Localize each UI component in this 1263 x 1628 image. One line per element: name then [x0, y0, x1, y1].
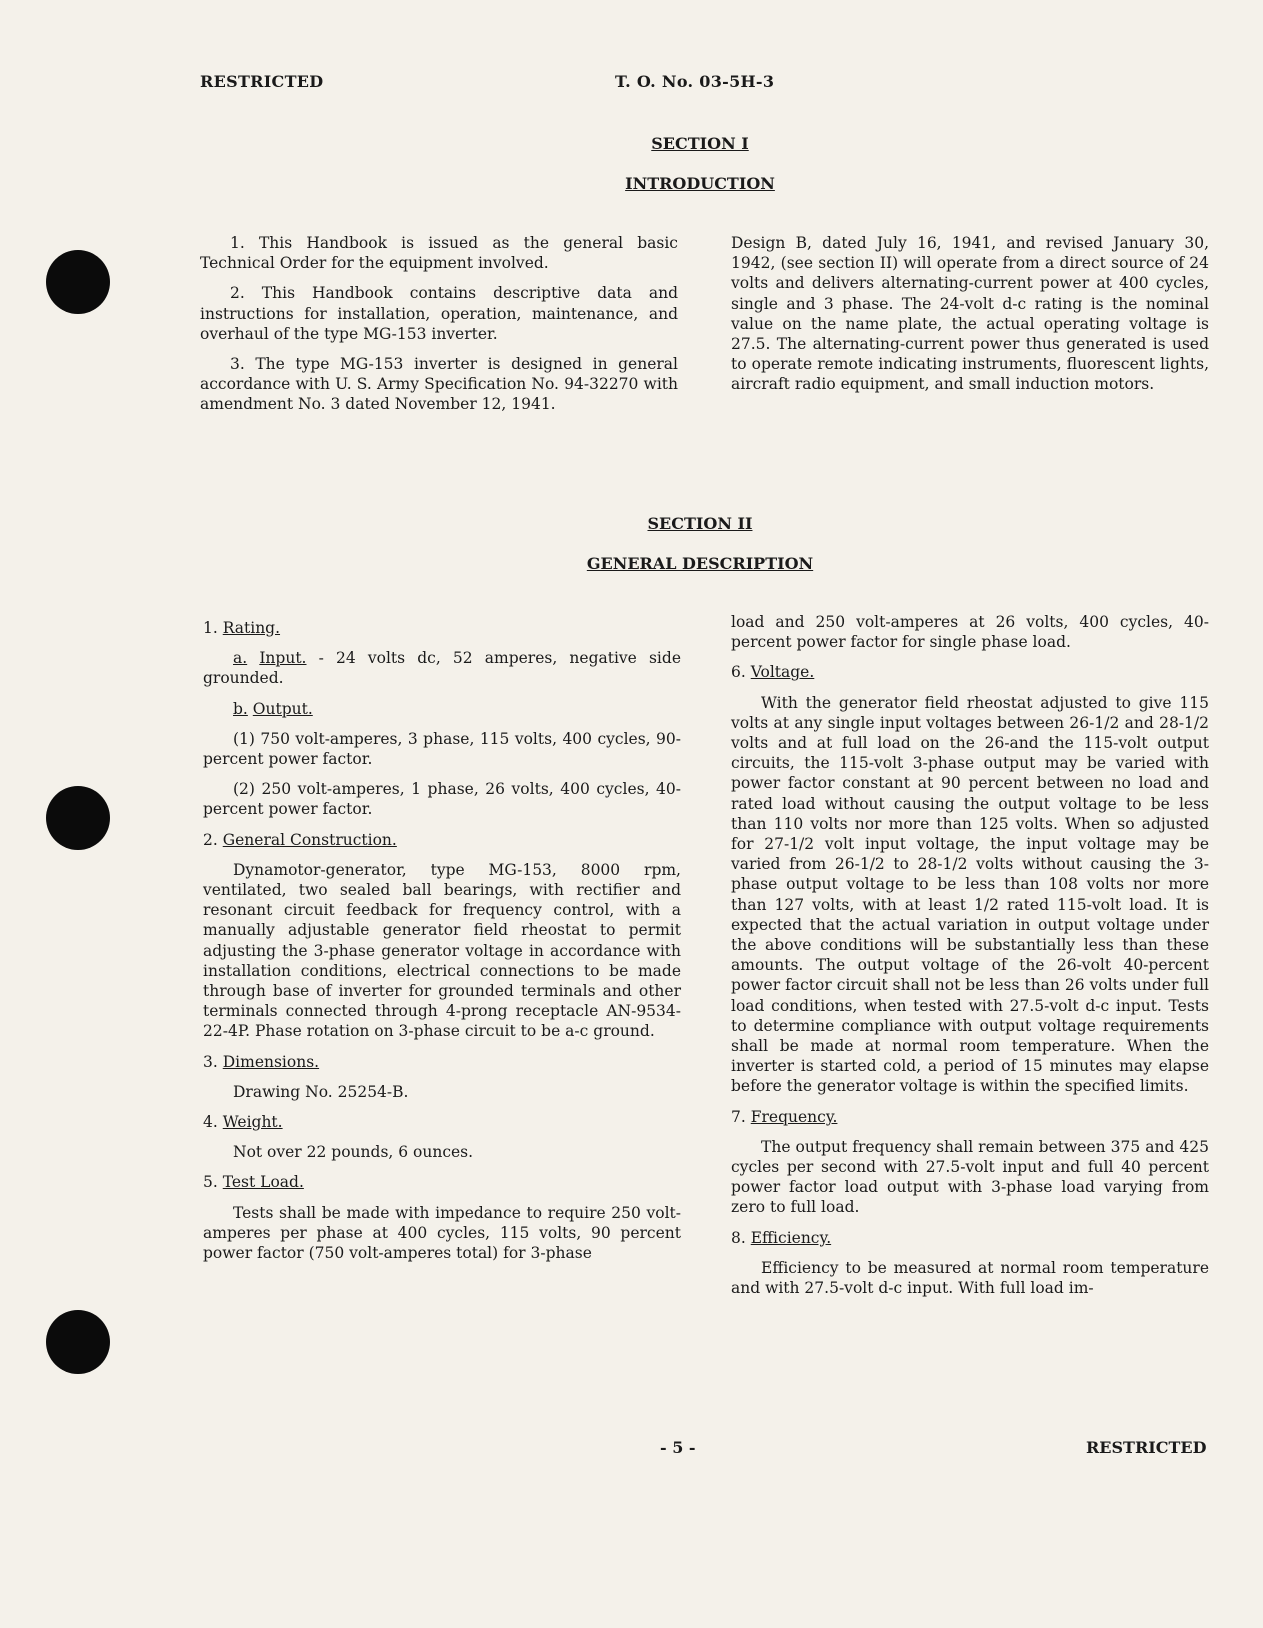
- section-2-subtitle: GENERAL DESCRIPTION: [586, 554, 814, 573]
- header-classification: RESTRICTED: [200, 72, 324, 91]
- page-number: - 5 -: [660, 1438, 696, 1457]
- section-1-subtitle: INTRODUCTION: [625, 174, 775, 193]
- section-1-right-column: [731, 233, 1209, 405]
- rating-output-1: (1) 750 volt-amperes, 3 phase, 115 volts, 400 cycles, 90-percent power factor.: [203, 729, 681, 769]
- weight-text: Not over 22 pounds, 6 ounces.: [233, 1143, 474, 1162]
- rating-heading: 1. Rating.: [203, 619, 281, 637]
- footer-classification: RESTRICTED: [1086, 1438, 1207, 1457]
- voltage-heading: 6. Voltage.: [731, 663, 815, 682]
- punch-hole: [46, 1310, 110, 1374]
- rating-output-heading: b. Output.: [233, 699, 313, 718]
- intro-paragraph-3: 3. The type MG-153 inverter is designed in general accordance with U. S. Army Specification No. 94-32270 with amendment No. 3 dated November 12, 1941.: [200, 355, 678, 414]
- dimensions-text: Drawing No. 25254-B.: [233, 1082, 409, 1101]
- header-tech-order: T. O. No. 03-5H-3: [615, 72, 775, 91]
- section-2-left-column: [203, 614, 681, 1273]
- weight-heading: 4. Weight.: [203, 1113, 283, 1132]
- section-2-right-column: [731, 612, 1209, 1308]
- construction-text: Dynamotor-generator, type MG-153, 8000 rpm, ventilated, two sealed ball bearings, with rectifier and resonant circuit feedback for frequency control, with a manually adjustable generator field rheostat to permit adjusting the 3-phase generator voltage in accordance with installation conditions, electrical connections to be made through base of inverter for grounded terminals and other terminals connected through 4-prong receptacle AN-9534-22-4P. Phase rotation on 3-phase circuit to be a-c ground.: [203, 860, 681, 1041]
- efficiency-heading: 8. Efficiency.: [731, 1228, 832, 1247]
- frequency-heading: 7. Frequency.: [731, 1107, 838, 1126]
- punch-hole: [46, 786, 110, 850]
- section-1-left-column: [200, 233, 678, 425]
- intro-paragraph-2: 2. This Handbook contains descriptive data and instructions for installation, operation, maintenance, and overhaul of the type MG-153 inverter.: [200, 284, 678, 343]
- test-load-heading: 5. Test Load.: [203, 1173, 304, 1192]
- punch-hole: [46, 250, 110, 314]
- rating-input: a. Input. - 24 volts dc, 52 amperes, negative side grounded.: [203, 649, 681, 688]
- efficiency-text: Efficiency to be measured at normal room temperature and with 27.5-volt d-c input. With full load im-: [731, 1258, 1209, 1298]
- rating-output-2: (2) 250 volt-amperes, 1 phase, 26 volts, 400 cycles, 40-percent power factor.: [203, 780, 681, 819]
- construction-heading: 2. General Construction.: [203, 830, 397, 849]
- section-2-title: SECTION II: [647, 514, 753, 533]
- intro-paragraph-3-continued: Design B, dated July 16, 1941, and revised January 30, 1942, (see section II) will operate from a direct source of 24 volts and delivers alternating-current power at 400 cycles, single and 3 phase. The 24-volt d-c rating is the nominal value on the name plate, the actual operating voltage is 27.5. The alternating-current power thus generated is used to operate remote indicating instruments, fluorescent lights, aircraft radio equipment, and small induction motors.: [731, 234, 1209, 394]
- test-load-text: Tests shall be made with impedance to require 250 volt-amperes per phase at 400 cycles, 115 volts, 90 percent power factor (750 volt-amperes total) for 3-phase: [203, 1203, 681, 1263]
- frequency-text: The output frequency shall remain between 375 and 425 cycles per second with 27.5-volt input and full 40 percent power factor load output with 3-phase load varying from zero to full load.: [731, 1137, 1209, 1217]
- dimensions-heading: 3. Dimensions.: [203, 1052, 320, 1071]
- section-1-title: SECTION I: [651, 134, 749, 153]
- intro-paragraph-1: 1. This Handbook is issued as the general basic Technical Order for the equipment involved.: [200, 234, 678, 273]
- voltage-text: With the generator field rheostat adjusted to give 115 volts at any single input voltages between 26-1/2 and 28-1/2 volts and at full load on the 26-and the 115-volt output circuits, the 115-volt 3-phase output may be varied with power factor constant at 90 percent between no load and rated load without causing the output voltage to be less than 110 volts nor more than 125 volts. When so adjusted for 27-1/2 volt input voltage, the input voltage may be varied from 26-1/2 to 28-1/2 volts without causing the 3-phase output voltage to be less than 108 volts nor more than 127 volts, with at least 1/2 rated 115-volt load. It is expected that the actual variation in output voltage under the above conditions will be substantially less than these amounts. The output voltage of the 26-volt 40-percent power factor circuit shall not be less than 26 volts under full load conditions, when tested with 27.5-volt d-c input. Tests to determine compliance with output voltage requirements shall be made at normal room temperature. When the inverter is started cold, a period of 15 minutes may elapse before the generator voltage is within the specified limits.: [731, 693, 1209, 1096]
- test-load-continued: load and 250 volt-amperes at 26 volts, 400 cycles, 40-percent power factor for single phase load.: [731, 613, 1209, 652]
